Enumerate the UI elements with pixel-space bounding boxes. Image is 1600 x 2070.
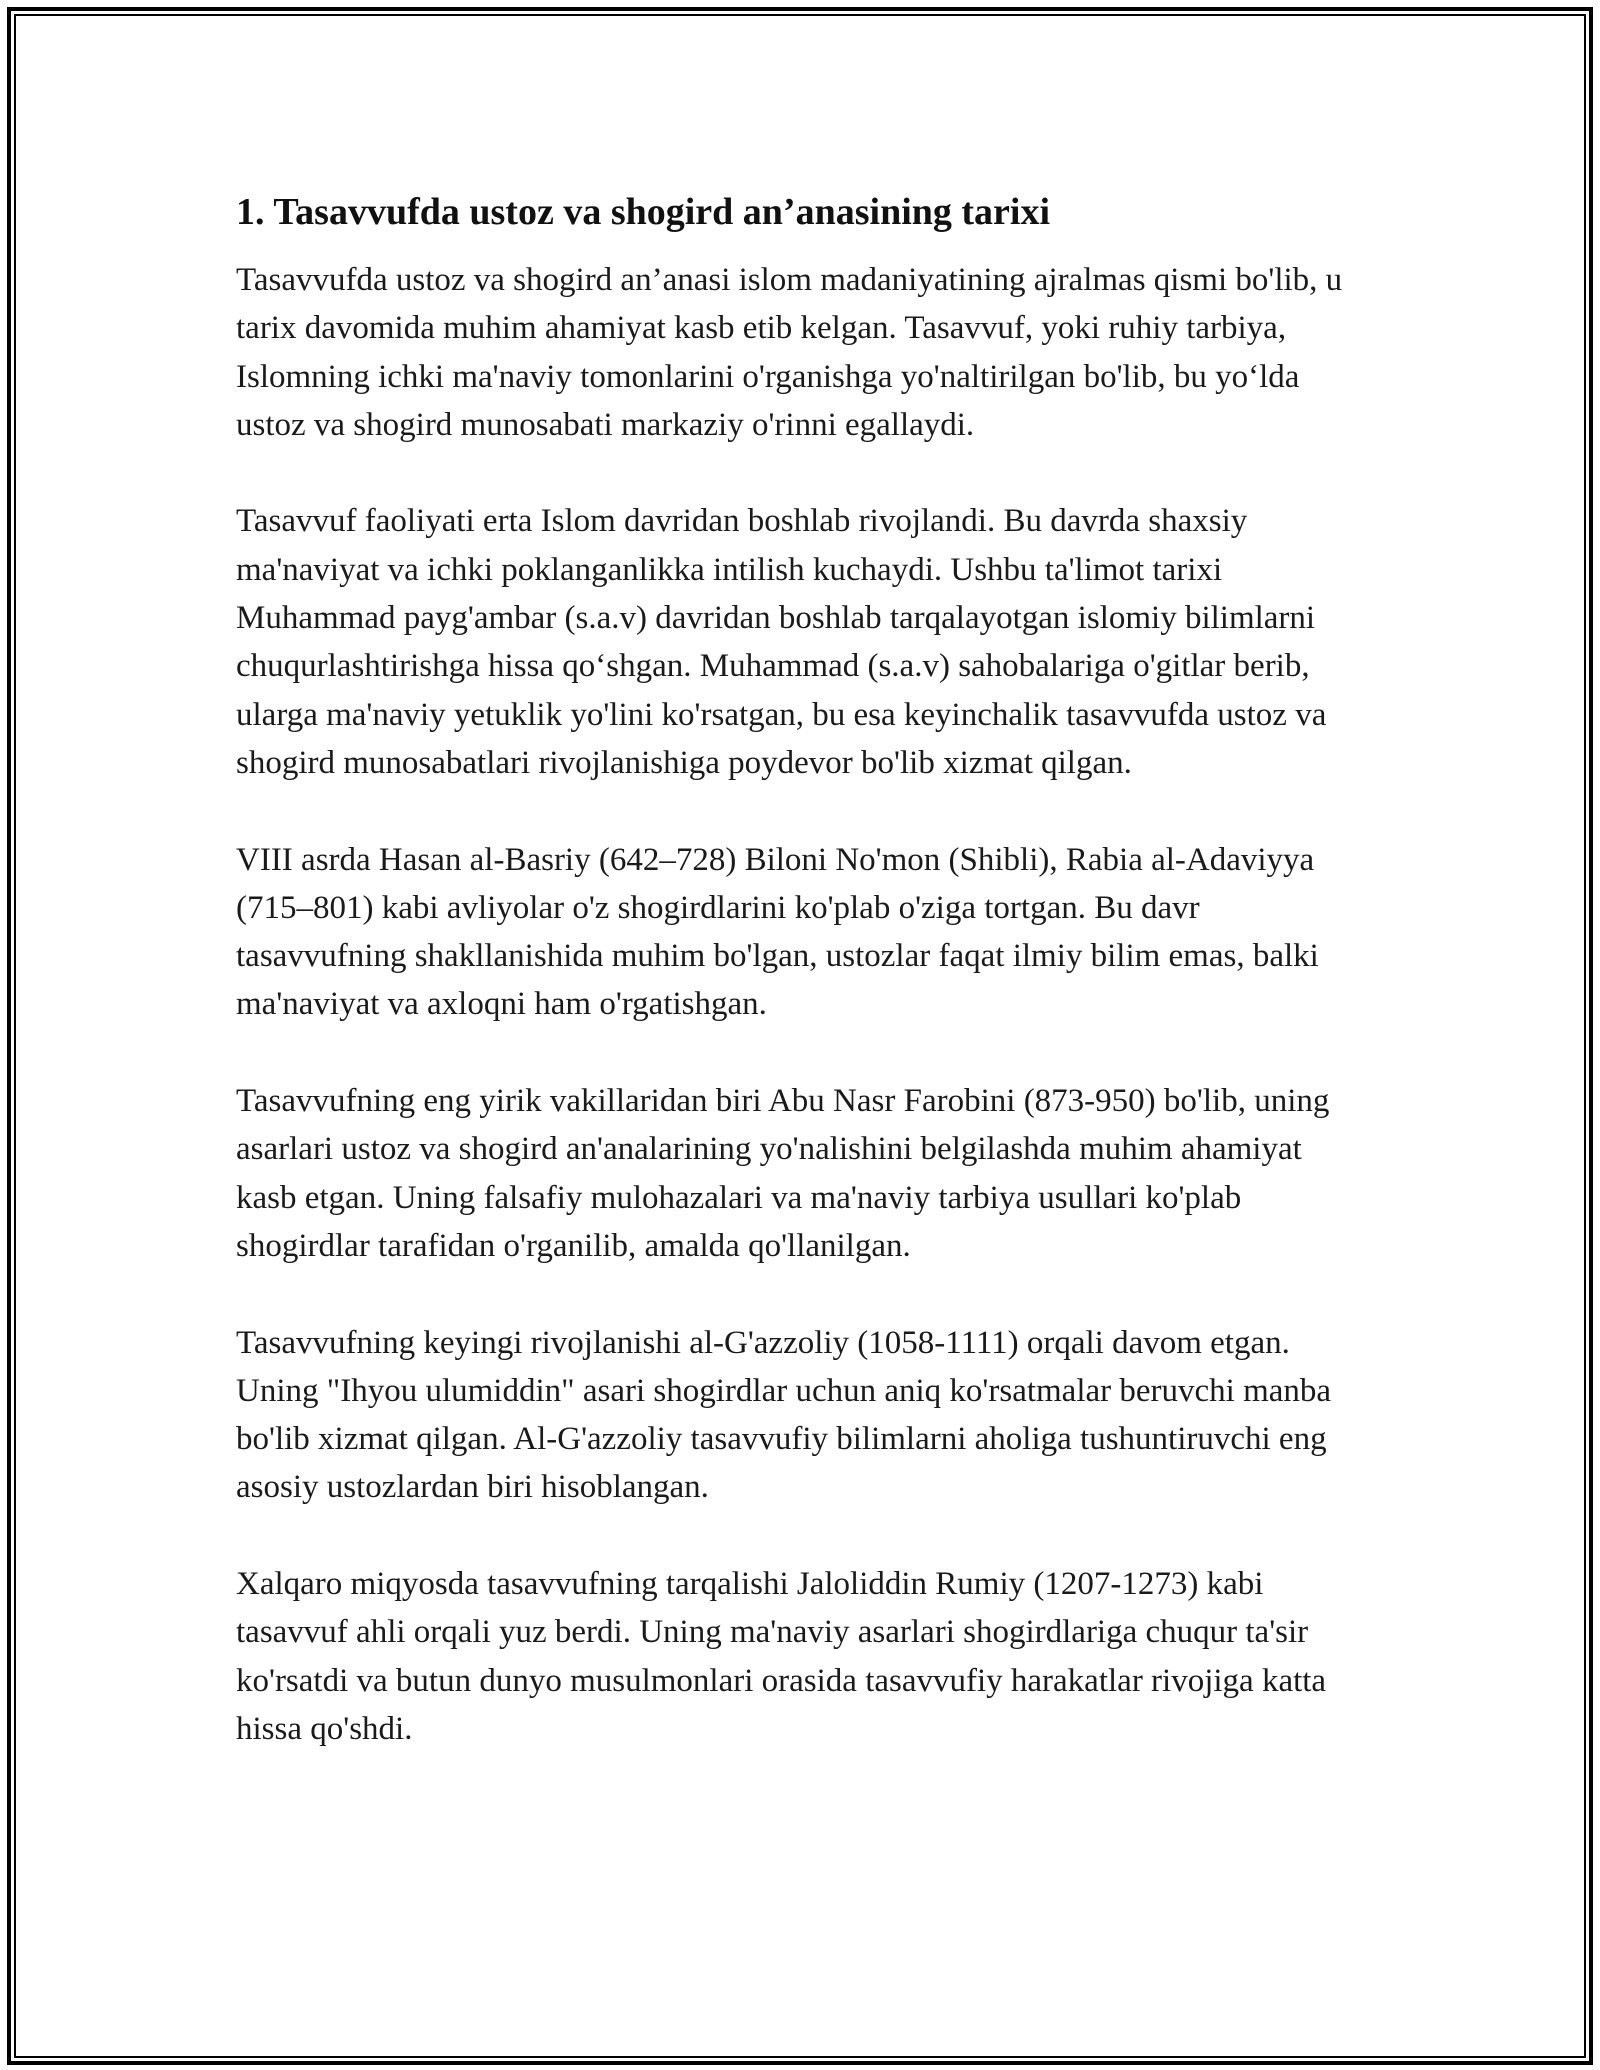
document-body [236, 188, 1366, 1802]
paragraph-eighth-century: VIII asrda Hasan al-Basriy (642–728) Biloni No'mon (Shibli), Rabia al-Adaviyya (715–801) kabi avliyolar o'z shogirdlarini ko'plab o'ziga tortgan. Bu davr tasavvufning shakllanishida muhim bo'lgan, ustozlar faqat ilmiy bilim emas, balki ma'naviyat va axloqni ham o'rgatishgan. [236, 841, 1319, 1023]
paragraph-farobi: Tasavvufning eng yirik vakillaridan biri Abu Nasr Farobini (873-950) bo'lib, uning asarlari ustoz va shogird an'analarining yo'nalishini belgilashda muhim ahamiyat kasb etgan. Uning falsafiy mulohazalari va ma'naviy tarbiya usullari ko'plab shogirdlar tarafidan o'rganilib, amalda qo'llanilgan. [236, 1083, 1330, 1264]
section-heading: 1. Tasavvufda ustoz va shogird an’anasining tarixi [236, 191, 1051, 233]
paragraph-intro: Tasavvufda ustoz va shogird an’anasi islom madaniyatining ajralmas qismi bo'lib, u tarix davomida muhim ahamiyat kasb etib kelgan. Tasavvuf, yoki ruhiy tarbiya, Islomning ichki ma'naviy tomonlarini o'rganishga yo'naltirilgan bo'lib, bu yo‘lda ustoz va shogird munosabati markaziy o'rinni egallaydi. [236, 262, 1343, 443]
paragraph-ghazali: Tasavvufning keyingi rivojlanishi al-G'azzoliy (1058-1111) orqali davom etgan. Uning "Ihyou ulumiddin" asari shogirdlar uchun aniq ko'rsatmalar beruvchi manba bo'lib xizmat qilgan. Al-G'azzoliy tasavvufiy bilimlarni aholiga tushuntiruvchi eng asosiy ustozlardan biri hisoblangan. [236, 1324, 1332, 1506]
paragraph-early-islam: Tasavvuf faoliyati erta Islom davridan boshlab rivojlandi. Bu davrda shaxsiy ma'naviyat va ichki poklanganlikka intilish kuchaydi. Ushbu ta'limot tarixi Muhammad payg'ambar (s.a.v) davridan boshlab tarqalayotgan islomiy bilimlarni chuqurlashtirishga hissa qo‘shgan. Muhammad (s.a.v) sahobalariga o'gitlar berib, ularga ma'naviy yetuklik yo'lini ko'rsatgan, bu esa keyinchalik tasavvufda ustoz va shogird munosabatlari rivojlanishiga poydevor bo'lib xizmat qilgan. [236, 503, 1327, 781]
paragraph-rumi: Xalqaro miqyosda tasavvufning tarqalishi Jaloliddin Rumiy (1207-1273) kabi tasavvuf ahli orqali yuz berdi. Uning ma'naviy asarlari shogirdlariga chuqur ta'sir ko'rsatdi va butun dunyo musulmonlari orasida tasavvufiy harakatlar rivojiga katta hissa qo'shdi. [236, 1566, 1327, 1747]
